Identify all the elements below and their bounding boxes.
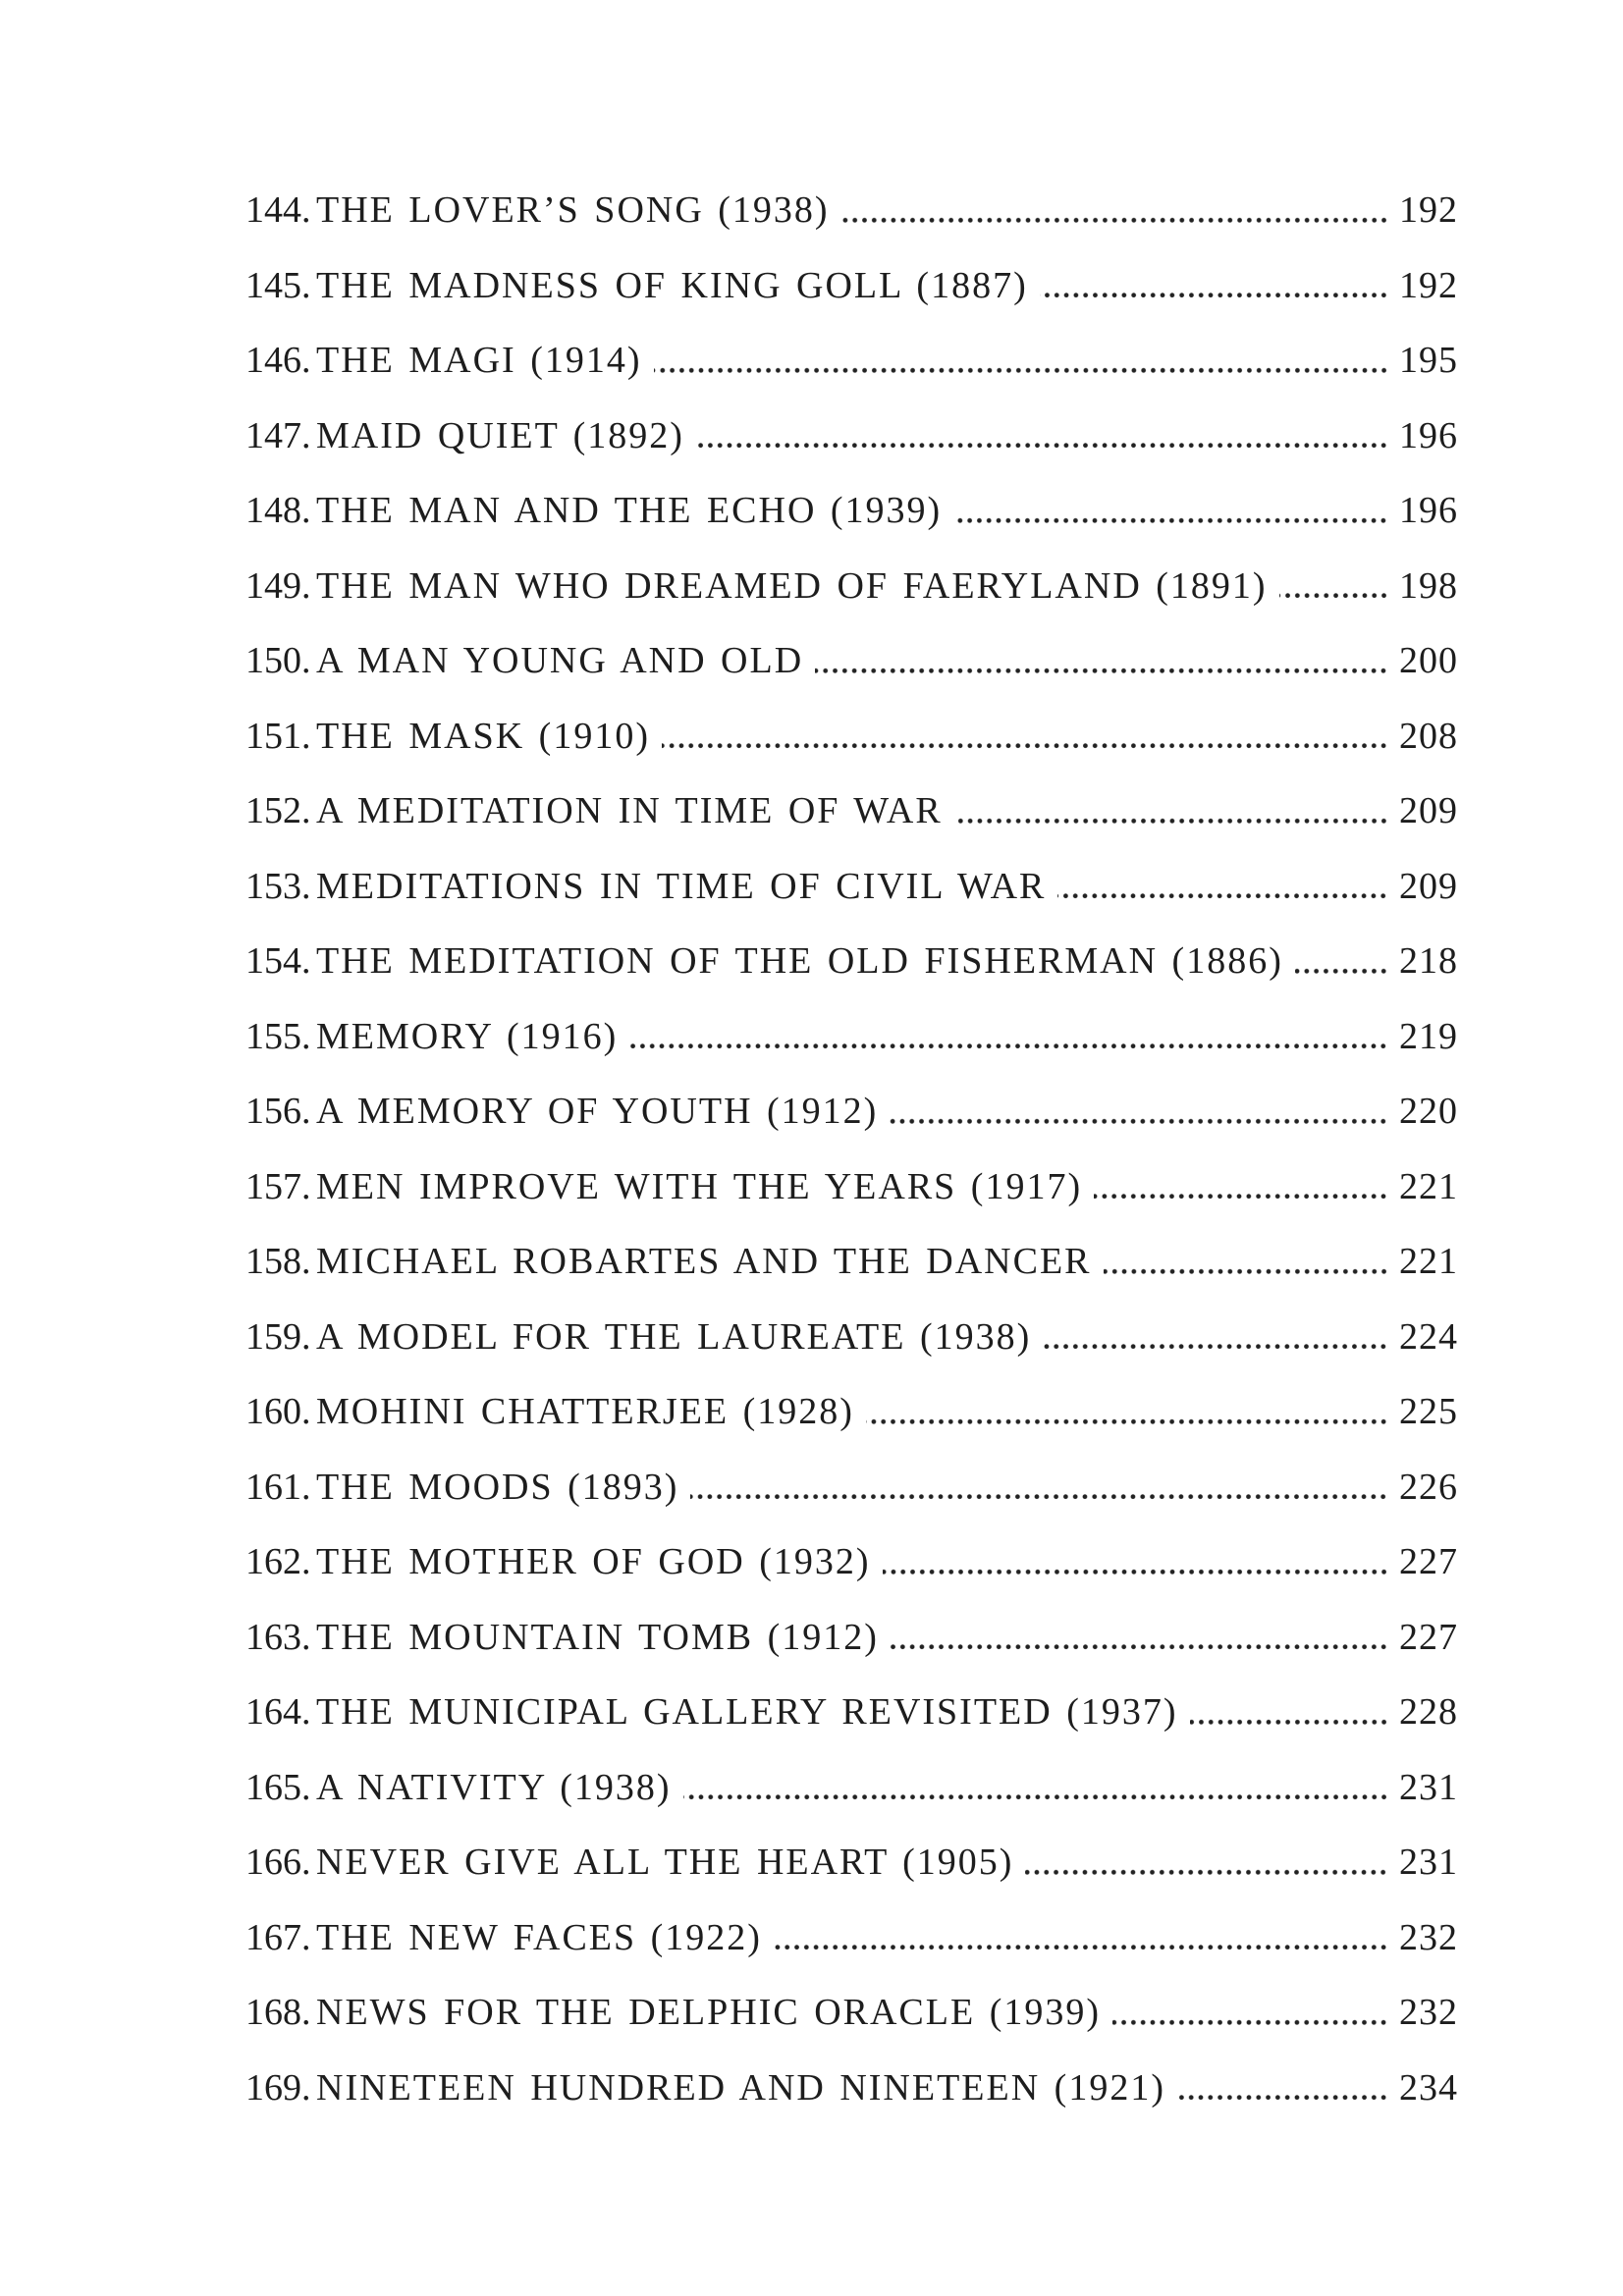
entry-number: 157.: [245, 1165, 311, 1207]
toc-entry: [245, 1524, 1458, 1600]
dot-leader: [891, 1600, 1390, 1676]
dot-leader: [1094, 1149, 1390, 1225]
entry-title: A MAN YOUNG AND OLD: [316, 640, 804, 681]
entry-number: 169.: [245, 2066, 311, 2109]
entry-page-number: 200: [1399, 640, 1458, 681]
toc-entry: [245, 623, 1458, 699]
toc-entry: [245, 924, 1458, 999]
toc-entry: [245, 1825, 1458, 1900]
entry-title: A MODEL FOR THE LAUREATE (1938): [316, 1315, 1032, 1358]
dot-leader: [890, 1074, 1390, 1149]
toc-entry: [245, 699, 1458, 774]
toc-entry: [245, 248, 1458, 324]
entry-number: 147.: [245, 414, 311, 456]
entry-page-number: 192: [1399, 264, 1458, 306]
entry-title: THE MOUNTAIN TOMB (1912): [316, 1616, 879, 1658]
entry-number: 161.: [245, 1466, 311, 1508]
toc-entry: [245, 849, 1458, 925]
toc-list: [245, 173, 1458, 2125]
dot-leader: [1025, 1825, 1390, 1900]
entry-page-number: 228: [1399, 1691, 1458, 1733]
entry-title: MICHAEL ROBARTES AND THE DANCER: [316, 1241, 1092, 1282]
entry-title: MEMORY (1916): [316, 1015, 619, 1057]
entry-title: THE MOTHER OF GOD (1932): [316, 1541, 871, 1582]
toc-entry: [245, 1450, 1458, 1525]
entry-page-number: 220: [1399, 1091, 1458, 1132]
entry-title: MEDITATIONS IN TIME OF CIVIL WAR: [316, 865, 1047, 907]
dot-leader: [629, 999, 1390, 1075]
entry-title: THE MAN AND THE ECHO (1939): [316, 490, 943, 531]
dot-leader: [815, 623, 1390, 699]
dot-leader: [1057, 849, 1390, 925]
entry-number: 146.: [245, 340, 311, 381]
entry-title: THE MADNESS OF KING GOLL (1887): [316, 264, 1028, 306]
entry-number: 151.: [245, 715, 311, 757]
entry-title: THE MASK (1910): [316, 715, 650, 757]
entry-number: 153.: [245, 865, 311, 907]
entry-title: MAID QUIET (1892): [316, 414, 684, 456]
dot-leader: [774, 1900, 1390, 1976]
entry-page-number: 231: [1399, 1842, 1458, 1883]
entry-number: 152.: [245, 790, 311, 831]
dot-leader: [1104, 1224, 1390, 1300]
entry-title: THE NEW FACES (1922): [316, 1916, 762, 1958]
entry-title: NEVER GIVE ALL THE HEART (1905): [316, 1842, 1014, 1883]
toc-entry: [245, 774, 1458, 849]
entry-number: 162.: [245, 1541, 311, 1582]
entry-page-number: 224: [1399, 1315, 1458, 1358]
toc-entry: [245, 1600, 1458, 1676]
toc-entry: [245, 1149, 1458, 1225]
entry-title: A MEDITATION IN TIME OF WAR: [316, 790, 943, 831]
entry-number: 149.: [245, 564, 311, 607]
dot-leader: [1190, 1675, 1390, 1750]
entry-page-number: 198: [1399, 564, 1458, 607]
entry-title: THE MEDITATION OF THE OLD FISHERMAN (1886): [316, 940, 1283, 982]
toc-entry: [245, 473, 1458, 549]
dot-leader: [690, 1450, 1390, 1525]
entry-number: 163.: [245, 1616, 311, 1658]
entry-number: 166.: [245, 1842, 311, 1883]
entry-number: 164.: [245, 1691, 311, 1733]
entry-number: 148.: [245, 490, 311, 531]
toc-entry: [245, 1300, 1458, 1375]
entry-page-number: 219: [1399, 1015, 1458, 1057]
entry-page-number: 209: [1399, 790, 1458, 831]
entry-number: 154.: [245, 940, 311, 982]
dot-leader: [1177, 2051, 1390, 2126]
entry-title: MOHINI CHATTERJEE (1928): [316, 1391, 854, 1432]
toc-entry: [245, 1675, 1458, 1750]
dot-leader: [1279, 549, 1390, 624]
toc-entry: [245, 323, 1458, 399]
entry-title: NEWS FOR THE DELPHIC ORACLE (1939): [316, 1992, 1102, 2033]
entry-page-number: 232: [1399, 1992, 1458, 2033]
toc-entry: [245, 399, 1458, 474]
dot-leader: [883, 1524, 1390, 1600]
entry-number: 160.: [245, 1391, 311, 1432]
entry-title: A NATIVITY (1938): [316, 1766, 672, 1808]
dot-leader: [1040, 248, 1390, 324]
entry-title: A MEMORY OF YOUTH (1912): [316, 1091, 879, 1132]
entry-number: 155.: [245, 1015, 311, 1057]
toc-entry: [245, 999, 1458, 1075]
entry-number: 158.: [245, 1241, 311, 1282]
entry-title: THE MUNICIPAL GALLERY REVISITED (1937): [316, 1691, 1178, 1733]
entry-number: 144.: [245, 189, 311, 231]
entry-title: MEN IMPROVE WITH THE YEARS (1917): [316, 1165, 1083, 1207]
entry-number: 167.: [245, 1916, 311, 1958]
entry-page-number: 209: [1399, 865, 1458, 907]
entry-number: 159.: [245, 1315, 311, 1358]
toc-entry: [245, 1900, 1458, 1976]
entry-title: NINETEEN HUNDRED AND NINETEEN (1921): [316, 2066, 1165, 2109]
dot-leader: [953, 473, 1390, 549]
entry-page-number: 227: [1399, 1616, 1458, 1658]
dot-leader: [841, 173, 1390, 248]
toc-entry: [245, 2051, 1458, 2126]
dot-leader: [1295, 924, 1390, 999]
entry-page-number: 192: [1399, 189, 1458, 231]
toc-entry: [245, 1975, 1458, 2051]
entry-number: 150.: [245, 640, 311, 681]
entry-number: 145.: [245, 264, 311, 306]
toc-entry: [245, 1750, 1458, 1826]
entry-page-number: 218: [1399, 940, 1458, 982]
entry-page-number: 232: [1399, 1916, 1458, 1958]
entry-number: 156.: [245, 1091, 311, 1132]
dot-leader: [662, 699, 1390, 774]
entry-page-number: 226: [1399, 1466, 1458, 1508]
dot-leader: [1043, 1300, 1390, 1375]
entry-page-number: 208: [1399, 715, 1458, 757]
dot-leader: [1112, 1975, 1390, 2051]
toc-entry: [245, 549, 1458, 624]
toc-entry: [245, 1074, 1458, 1149]
entry-title: THE MOODS (1893): [316, 1466, 679, 1508]
entry-title: THE MAGI (1914): [316, 340, 642, 381]
entry-page-number: 196: [1399, 490, 1458, 531]
entry-number: 165.: [245, 1766, 311, 1808]
entry-page-number: 221: [1399, 1165, 1458, 1207]
dot-leader: [683, 1750, 1390, 1826]
toc-entry: [245, 1224, 1458, 1300]
entry-title: THE MAN WHO DREAMED OF FAERYLAND (1891): [316, 564, 1268, 607]
entry-page-number: 195: [1399, 340, 1458, 381]
entry-number: 168.: [245, 1992, 311, 2033]
entry-page-number: 231: [1399, 1766, 1458, 1808]
toc-entry: [245, 1374, 1458, 1450]
dot-leader: [954, 774, 1390, 849]
entry-title: THE LOVER’S SONG (1938): [316, 189, 830, 231]
dot-leader: [654, 323, 1390, 399]
entry-page-number: 227: [1399, 1541, 1458, 1582]
entry-page-number: 221: [1399, 1241, 1458, 1282]
entry-page-number: 225: [1399, 1391, 1458, 1432]
toc-entry: [245, 173, 1458, 248]
entry-page-number: 196: [1399, 414, 1458, 456]
dot-leader: [696, 399, 1390, 474]
entry-page-number: 234: [1399, 2066, 1458, 2109]
dot-leader: [866, 1374, 1390, 1450]
